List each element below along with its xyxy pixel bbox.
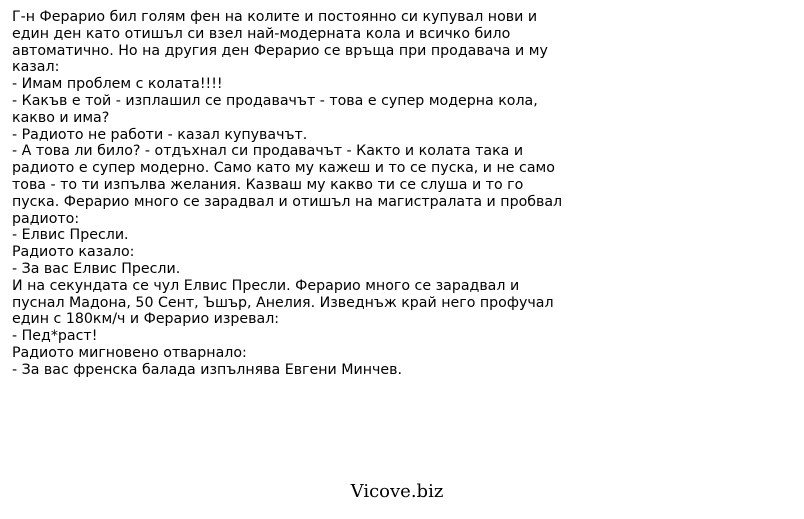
joke-line: какво и има?: [12, 109, 110, 126]
joke-line: - За вас Елвис Пресли.: [12, 260, 181, 277]
joke-line: автоматично. Но на другия ден Ферарио се връща при продавача и му: [12, 42, 548, 59]
joke-line: пуска. Ферарио много се зарадвал и отишъл на магистралата и пробвал: [12, 193, 563, 210]
joke-line: - Елвис Пресли.: [12, 227, 129, 244]
joke-line: - Имам проблем с колата!!!!: [12, 76, 223, 93]
joke-line: - А това ли било? - отдъхнал си продавачът - Както и колата така и: [12, 143, 524, 160]
joke-line: Радиото мигновено отварнало:: [12, 344, 247, 361]
joke-line: - За вас френска балада изпълнява Евгени Минчев.: [12, 361, 402, 378]
joke-line: пуснал Мадона, 50 Сент, Ъшър, Анелия. Изведнъж край него профучал: [12, 294, 554, 311]
joke-line: - Пед*раст!: [12, 328, 98, 345]
joke-line: това - то ти изпълва желания. Казваш му какво ти се слуша и то го: [12, 176, 524, 193]
joke-text: [12, 9, 792, 379]
joke-line: Г-н Ферарио бил голям фен на колите и постоянно си купувал нови и: [12, 9, 538, 25]
joke-line: - Какъв е той - изплашил се продавачът - това е супер модерна кола,: [12, 92, 538, 109]
joke-line: един с 180км/ч и Ферарио изревал:: [12, 311, 280, 328]
joke-line: радиото е супер модерно. Само като му кажеш и то се пуска, и не само: [12, 160, 555, 177]
joke-line: радиото:: [12, 210, 80, 227]
joke-line: един ден като отишъл си взел най-модерната кола и всичко било: [12, 25, 511, 42]
site-watermark: Vicove.biz: [350, 481, 444, 502]
joke-line: - Радиото не работи - казал купувачът.: [12, 126, 308, 143]
joke-line: И на секундата се чул Елвис Пресли. Ферарио много се зарадвал и: [12, 277, 520, 294]
joke-line: казал:: [12, 59, 60, 76]
joke-line: Радиото казало:: [12, 244, 135, 261]
